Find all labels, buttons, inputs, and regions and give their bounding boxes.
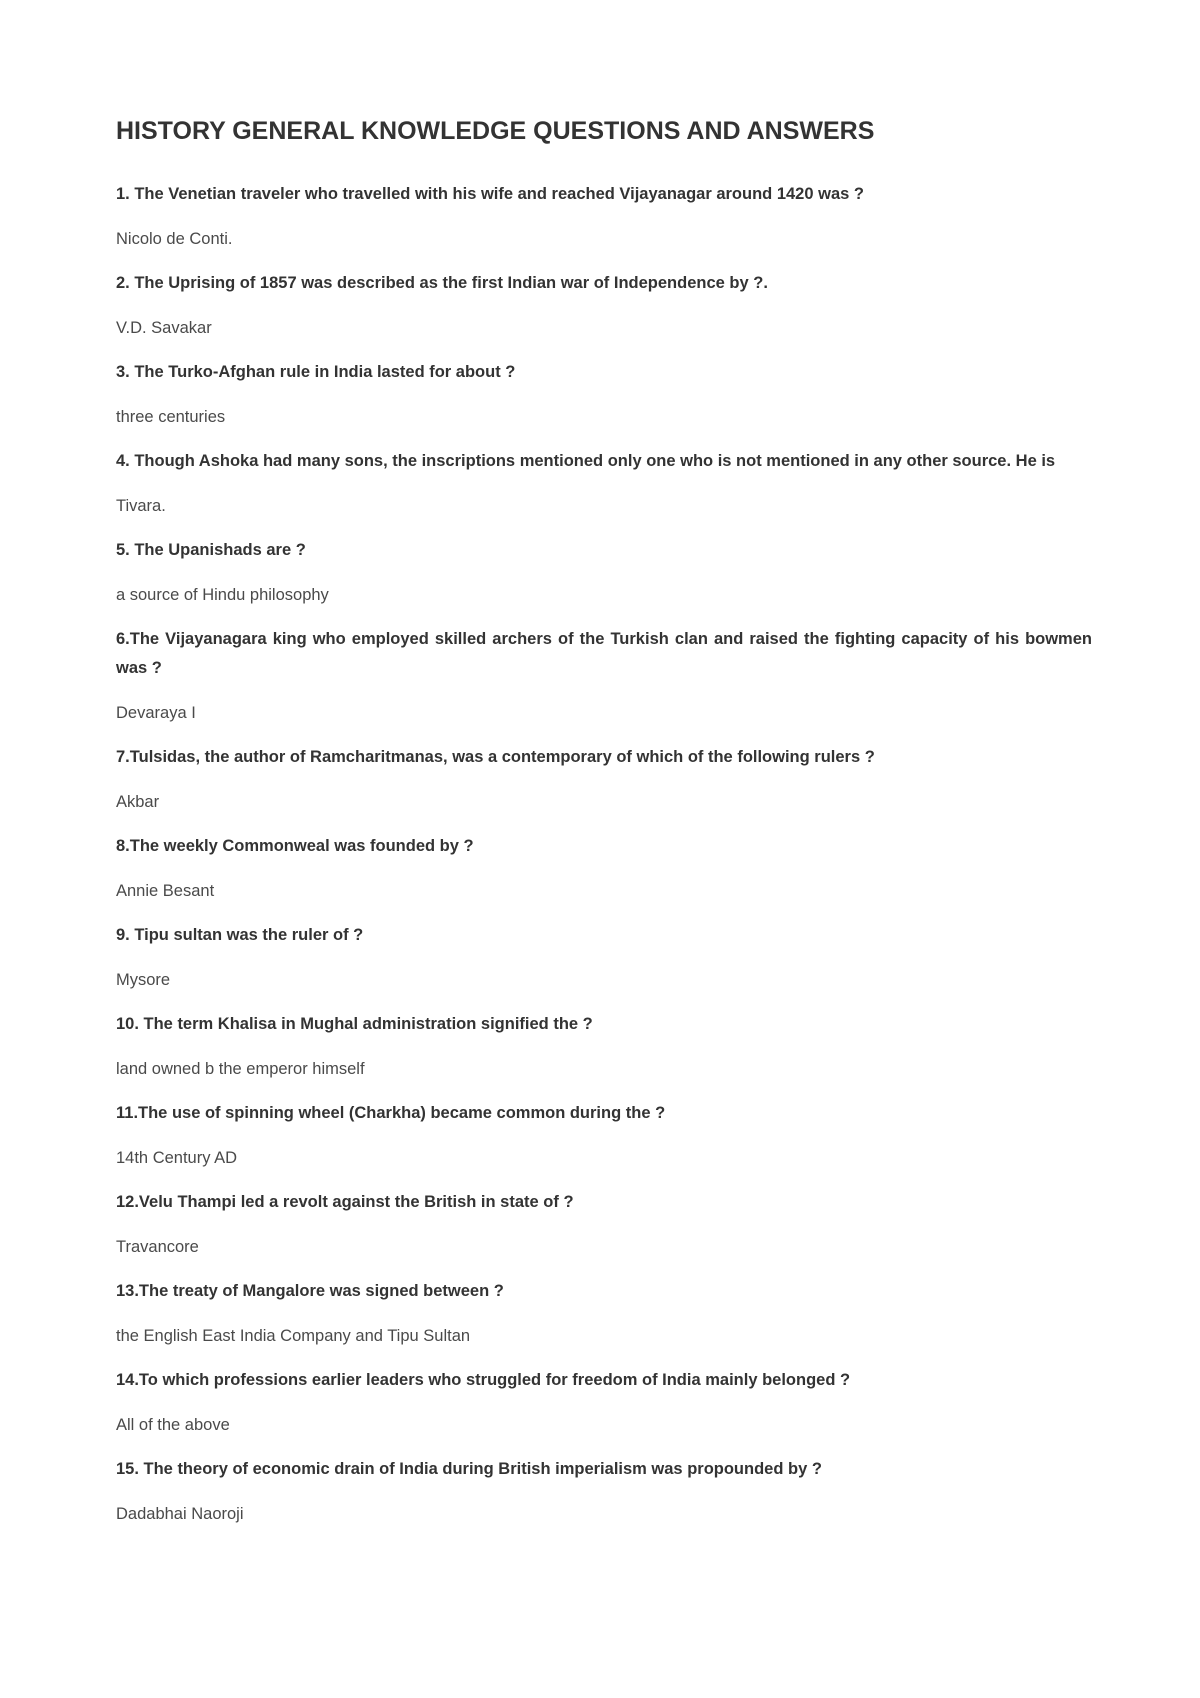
question-text: 15. The theory of economic drain of India during British imperialism was propounded by ?: [116, 1460, 822, 1478]
answer-text: three centuries: [116, 408, 226, 426]
question-text: 4. Though Ashoka had many sons, the inscriptions mentioned only one who is not mentioned in any other source. He is: [116, 452, 1056, 470]
question-text: 3. The Turko-Afghan rule in India lasted for about ?: [116, 363, 516, 381]
question-text: 10. The term Khalisa in Mughal administration signified the ?: [116, 1015, 593, 1033]
answer-text: Nicolo de Conti.: [116, 230, 233, 248]
question-text: 2. The Uprising of 1857 was described as the first Indian war of Independence by ?.: [116, 274, 768, 292]
qa-item: [116, 832, 1092, 906]
answer-text: Akbar: [116, 793, 160, 811]
qa-item: [116, 1099, 1092, 1173]
document-page: [116, 114, 1092, 1544]
qa-list: [116, 180, 1092, 1529]
qa-item: [116, 743, 1092, 817]
qa-item: [116, 1366, 1092, 1440]
question-text: 1. The Venetian traveler who travelled with his wife and reached Vijayanagar around 1420 was ?: [116, 185, 864, 203]
question-text: 11.The use of spinning wheel (Charkha) became common during the ?: [116, 1104, 666, 1122]
question-text: 6.The Vijayanagara king who employed skilled archers of the Turkish clan and raised the fighting capacity of his bowmen was ?: [116, 630, 1092, 677]
question-text: 5. The Upanishads are ?: [116, 541, 306, 559]
answer-text: the English East India Company and Tipu Sultan: [116, 1327, 471, 1345]
qa-item: [116, 1277, 1092, 1351]
qa-item: [116, 921, 1092, 995]
qa-item: [116, 180, 1092, 254]
document-title: HISTORY GENERAL KNOWLEDGE QUESTIONS AND ANSWERS: [116, 117, 875, 145]
qa-item: [116, 269, 1092, 343]
question-text: 8.The weekly Commonweal was founded by ?: [116, 837, 474, 855]
question-text: 14.To which professions earlier leaders who struggled for freedom of India mainly belonged ?: [116, 1371, 851, 1389]
qa-item: [116, 625, 1092, 728]
question-text: 9. Tipu sultan was the ruler of ?: [116, 926, 364, 944]
answer-text: 14th Century AD: [116, 1149, 238, 1167]
answer-text: land owned b the emperor himself: [116, 1060, 365, 1078]
answer-text: Tivara.: [116, 497, 166, 515]
answer-text: Annie Besant: [116, 882, 215, 900]
question-text: 12.Velu Thampi led a revolt against the British in state of ?: [116, 1193, 574, 1211]
answer-text: Travancore: [116, 1238, 199, 1256]
answer-text: V.D. Savakar: [116, 319, 212, 337]
question-text: 7.Tulsidas, the author of Ramcharitmanas, was a contemporary of which of the following rulers ?: [116, 748, 875, 766]
answer-text: All of the above: [116, 1416, 230, 1434]
answer-text: a source of Hindu philosophy: [116, 586, 329, 604]
qa-item: [116, 1010, 1092, 1084]
answer-text: Mysore: [116, 971, 171, 989]
qa-item: [116, 1188, 1092, 1262]
qa-item: [116, 358, 1092, 432]
answer-text: Devaraya I: [116, 704, 196, 722]
qa-item: [116, 1455, 1092, 1529]
qa-item: [116, 536, 1092, 610]
question-text: 13.The treaty of Mangalore was signed between ?: [116, 1282, 504, 1300]
answer-text: Dadabhai Naoroji: [116, 1505, 244, 1523]
qa-item: [116, 447, 1092, 521]
